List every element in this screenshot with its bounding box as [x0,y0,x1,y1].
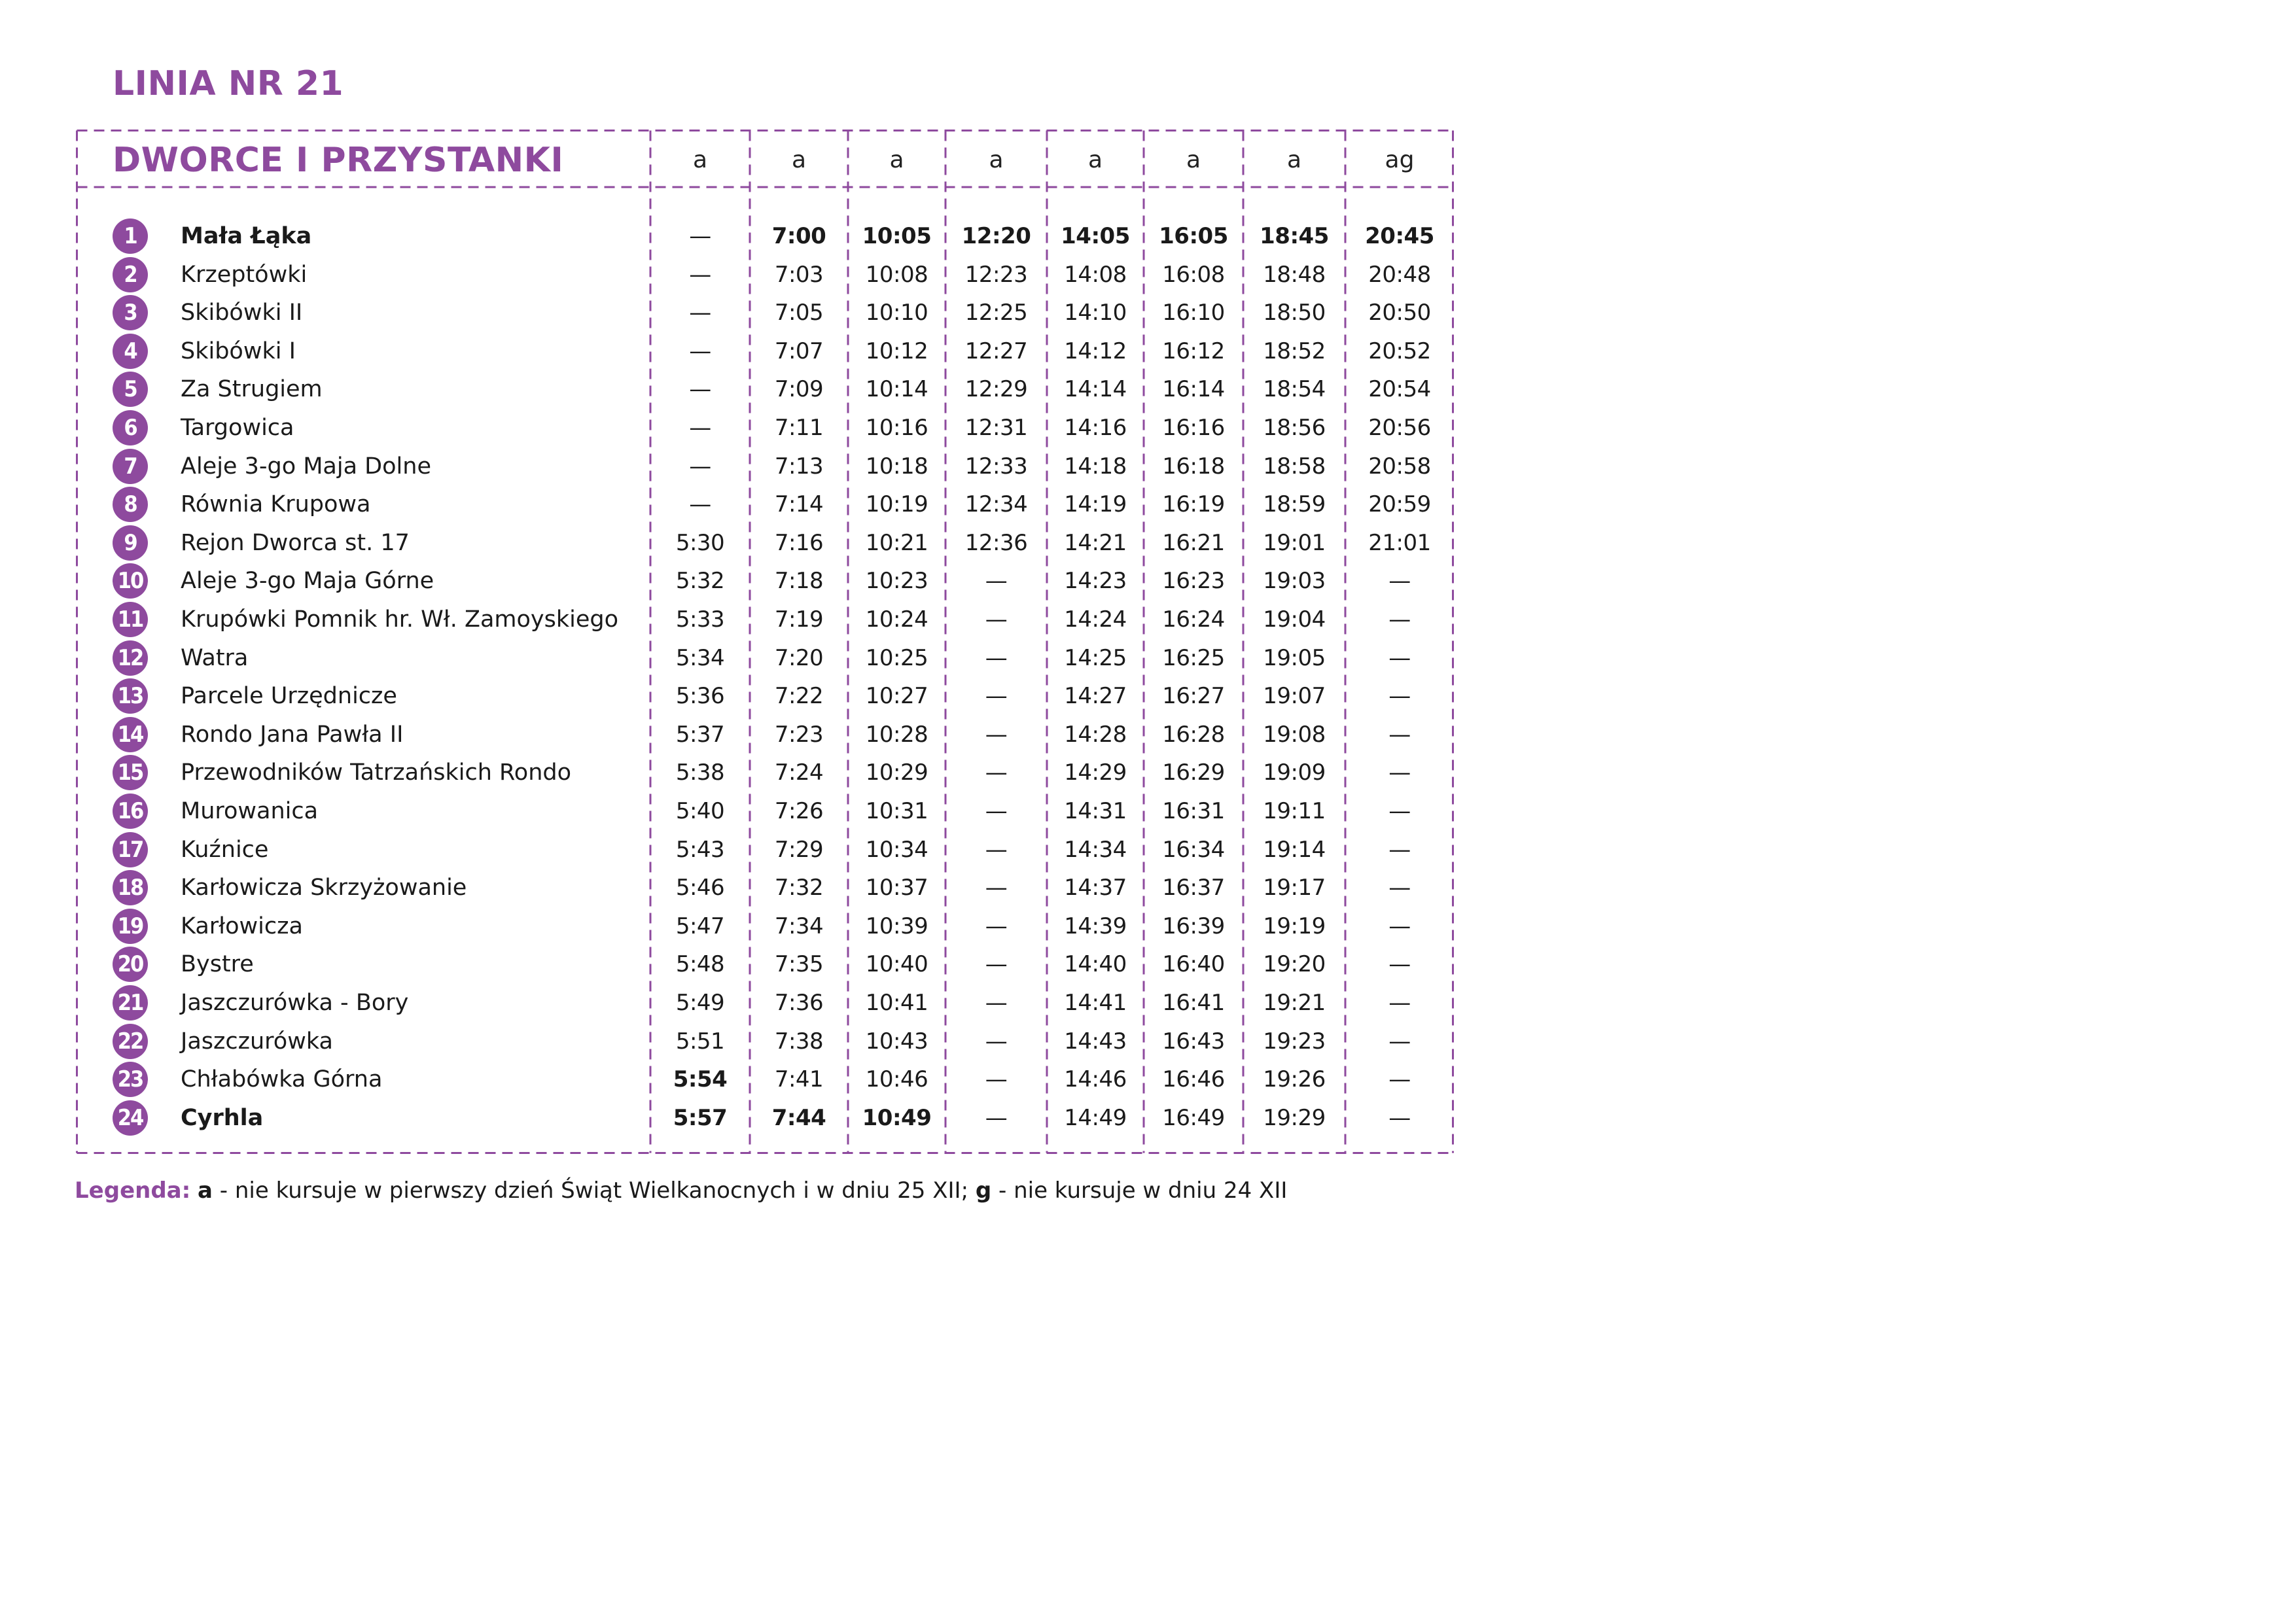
departure-time: 16:46 [1162,1066,1225,1093]
departure-time: — [985,1066,1008,1093]
departure-time: 12:36 [964,529,1028,556]
departure-time: 16:41 [1162,990,1225,1016]
departure-time: 14:37 [1064,875,1127,901]
departure-time: 16:31 [1162,798,1225,824]
departure-time: 10:23 [865,568,928,595]
departure-time: 20:45 [1365,223,1434,249]
departure-time: 19:03 [1263,568,1326,595]
departure-time: 12:25 [964,300,1028,326]
legend-text-a: - nie kursuje w pierwszy dzień Świąt Wielkanocnych i w dniu 25 XII; [212,1178,976,1204]
departure-time: 14:43 [1064,1028,1127,1055]
departure-time: — [985,1028,1008,1055]
departure-time: — [985,644,1008,671]
departure-time: — [1388,875,1411,901]
departure-time: 19:07 [1263,683,1326,710]
departure-time: 5:36 [675,683,725,710]
table-row [76,716,1454,754]
departure-time: 16:23 [1162,568,1225,595]
stop-name: Jaszczurówka - Bory [181,990,409,1016]
departure-time: 18:58 [1263,453,1326,480]
departure-time: 10:49 [862,1104,932,1131]
column-header: a [1087,147,1103,173]
departure-time: 14:08 [1064,261,1127,288]
departure-time: 19:23 [1263,1028,1326,1055]
departure-time: 5:34 [675,644,725,671]
stop-number-badge: 11 [113,602,148,637]
legend-key-a: a [198,1178,213,1204]
departure-time: — [985,990,1008,1016]
departure-time: 5:48 [675,951,725,978]
departure-time: 14:21 [1064,529,1127,556]
departure-time: 16:10 [1162,300,1225,326]
departure-time: 19:01 [1263,529,1326,556]
stop-number-badge: 22 [113,1024,148,1059]
table-row [76,639,1454,678]
departure-time: 12:27 [964,338,1028,364]
table-row [76,945,1454,984]
departure-time: 16:40 [1162,951,1225,978]
departure-time: — [985,836,1008,863]
departure-time: 5:57 [673,1104,728,1131]
departure-time: 16:39 [1162,913,1225,939]
table-row [76,754,1454,792]
stop-name: Rondo Jana Pawła II [181,721,404,748]
departure-time: 10:14 [865,376,928,403]
departure-time: 7:41 [774,1066,824,1093]
departure-time: — [1388,1066,1411,1093]
departure-time: 14:18 [1064,453,1127,480]
departure-time: 18:52 [1263,338,1326,364]
departure-time: 10:41 [865,990,928,1016]
stop-name: Jaszczurówka [181,1028,333,1055]
departure-time: — [985,913,1008,939]
stop-name: Targowica [181,415,294,441]
table-row [76,370,1454,409]
departure-time: 7:20 [774,644,824,671]
departure-time: 20:48 [1368,261,1431,288]
stop-number-badge: 19 [113,909,148,944]
departure-time: 5:51 [675,1028,725,1055]
table-row [76,332,1454,371]
departure-time: 5:33 [675,606,725,633]
departure-time: 16:21 [1162,529,1225,556]
departure-time: 21:01 [1368,529,1431,556]
stop-number-badge: 5 [113,372,148,407]
column-header: a [1186,147,1201,173]
departure-time: — [1388,1104,1411,1131]
departure-time: — [689,223,711,249]
departure-time: — [689,261,711,288]
stop-name: Równia Krupowa [181,491,371,518]
departure-time: — [985,568,1008,595]
departure-time: 20:54 [1368,376,1431,403]
departure-time: — [985,721,1008,748]
departure-time: — [1388,606,1411,633]
departure-time: 19:14 [1263,836,1326,863]
departure-time: 19:08 [1263,721,1326,748]
departure-time: 14:28 [1064,721,1127,748]
departure-time: 7:07 [774,338,824,364]
table-row [76,256,1454,294]
departure-time: — [985,875,1008,901]
departure-time: 19:26 [1263,1066,1326,1093]
departure-time: 14:14 [1064,376,1127,403]
departure-time: — [1388,990,1411,1016]
stop-name: Skibówki I [181,338,296,364]
departure-time: 10:19 [865,491,928,518]
departure-time: 20:52 [1368,338,1431,364]
departure-time: 7:00 [771,223,826,249]
stop-number-badge: 17 [113,832,148,867]
departure-time: 19:05 [1263,644,1326,671]
departure-time: 10:05 [862,223,932,249]
departure-time: 7:03 [774,261,824,288]
departure-time: — [1388,798,1411,824]
departure-time: — [985,951,1008,978]
departure-time: — [985,683,1008,710]
stop-name: Rejon Dworca st. 17 [181,529,410,556]
departure-time: 10:37 [865,875,928,901]
departure-time: 10:08 [865,261,928,288]
stop-number-badge: 4 [113,334,148,369]
departure-time: 14:39 [1064,913,1127,939]
departure-time: 5:46 [675,875,725,901]
stop-name: Za Strugiem [181,376,323,403]
departure-time: 19:04 [1263,606,1326,633]
stop-name: Bystre [181,951,254,978]
departure-time: 19:21 [1263,990,1326,1016]
legend-key-g: g [975,1178,992,1204]
departure-time: 7:22 [774,683,824,710]
stop-name: Watra [181,644,249,671]
column-header: a [1286,147,1302,173]
departure-time: 14:27 [1064,683,1127,710]
table-row [76,294,1454,332]
departure-time: 5:40 [675,798,725,824]
departure-time: — [689,453,711,480]
table-row [76,1099,1454,1138]
legend [75,1178,1287,1204]
departure-time: 10:25 [865,644,928,671]
stop-name: Krzeptówki [181,261,308,288]
departure-time: 14:31 [1064,798,1127,824]
stop-number-badge: 12 [113,640,148,676]
stop-name: Cyrhla [181,1104,264,1131]
departure-time: 14:05 [1061,223,1130,249]
stop-name: Aleje 3-go Maja Dolne [181,453,431,480]
departure-time: 7:09 [774,376,824,403]
departure-time: 10:24 [865,606,928,633]
column-header: ag [1385,147,1415,173]
departure-time: 7:05 [774,300,824,326]
stop-number-badge: 10 [113,563,148,599]
departure-time: — [985,1104,1008,1131]
departure-time: — [689,491,711,518]
departure-time: 19:17 [1263,875,1326,901]
departure-time: 20:56 [1368,415,1431,441]
stops-header: DWORCE I PRZYSTANKI [113,141,564,180]
stop-name: Parcele Urzędnicze [181,683,397,710]
stop-name: Przewodników Tatrzańskich Rondo [181,759,572,786]
table-row [76,677,1454,716]
departure-time: 7:29 [774,836,824,863]
departure-time: 16:08 [1162,261,1225,288]
departure-time: 14:19 [1064,491,1127,518]
departure-time: 5:38 [675,759,725,786]
departure-time: 16:27 [1162,683,1225,710]
departure-time: 16:37 [1162,875,1225,901]
departure-time: 7:18 [774,568,824,595]
stop-number-badge: 20 [113,947,148,982]
table-row [76,1060,1454,1099]
departure-time: 10:46 [865,1066,928,1093]
table-row [76,409,1454,447]
stop-number-badge: 14 [113,717,148,752]
stop-name: Murowanica [181,798,319,824]
departure-time: — [689,338,711,364]
departure-time: 16:25 [1162,644,1225,671]
stop-number-badge: 2 [113,257,148,292]
departure-time: 14:40 [1064,951,1127,978]
departure-time: — [1388,951,1411,978]
stop-number-badge: 6 [113,410,148,445]
table-row [76,831,1454,869]
departure-time: 16:34 [1162,836,1225,863]
stop-name: Karłowicza Skrzyżowanie [181,875,467,901]
departure-time: 18:48 [1263,261,1326,288]
departure-time: 16:19 [1162,491,1225,518]
departure-time: — [1388,1028,1411,1055]
stop-name: Mała Łąka [181,223,312,249]
departure-time: 18:45 [1260,223,1329,249]
departure-time: 18:50 [1263,300,1326,326]
departure-time: 7:36 [774,990,824,1016]
departure-time: 10:21 [865,529,928,556]
departure-time: 14:23 [1064,568,1127,595]
departure-time: — [985,759,1008,786]
departure-time: 18:56 [1263,415,1326,441]
stop-number-badge: 21 [113,985,148,1021]
departure-time: 16:28 [1162,721,1225,748]
table-row [76,1022,1454,1061]
stop-number-badge: 9 [113,525,148,561]
departure-time: 16:18 [1162,453,1225,480]
departure-time: 16:12 [1162,338,1225,364]
departure-time: 12:29 [964,376,1028,403]
legend-lead: Legenda: [75,1178,191,1204]
departure-time: 10:31 [865,798,928,824]
column-header: a [692,147,708,173]
departure-time: 7:19 [774,606,824,633]
timetable [76,130,1454,1154]
departure-time: 18:54 [1263,376,1326,403]
departure-time: 10:12 [865,338,928,364]
departure-time: 19:20 [1263,951,1326,978]
table-row [76,601,1454,639]
departure-time: — [985,606,1008,633]
table-row [76,524,1454,563]
departure-time: 10:29 [865,759,928,786]
stop-number-badge: 23 [113,1062,148,1097]
stop-name: Krupówki Pomnik hr. Wł. Zamoyskiego [181,606,619,633]
column-header: a [791,147,807,173]
departure-time: 7:11 [774,415,824,441]
stop-name: Aleje 3-go Maja Górne [181,568,434,595]
table-row [76,562,1454,601]
stop-number-badge: 7 [113,449,148,484]
departure-time: 10:10 [865,300,928,326]
departure-time: — [1388,759,1411,786]
stop-number-badge: 8 [113,487,148,522]
departure-time: 7:26 [774,798,824,824]
departure-time: 7:16 [774,529,824,556]
stop-number-badge: 24 [113,1100,148,1136]
table-row [76,447,1454,486]
departure-time: 12:20 [961,223,1031,249]
departure-time: 12:23 [964,261,1028,288]
departure-time: 19:11 [1263,798,1326,824]
departure-time: 10:27 [865,683,928,710]
departure-time: 12:34 [964,491,1028,518]
departure-time: 10:39 [865,913,928,939]
departure-time: 7:34 [774,913,824,939]
departure-time: 5:43 [675,836,725,863]
departure-time: 16:24 [1162,606,1225,633]
departure-time: 20:50 [1368,300,1431,326]
departure-time: 7:24 [774,759,824,786]
departure-time: 7:14 [774,491,824,518]
departure-time: 10:40 [865,951,928,978]
departure-time: 18:59 [1263,491,1326,518]
stop-number-badge: 1 [113,218,148,254]
departure-time: 14:34 [1064,836,1127,863]
departure-time: 5:49 [675,990,725,1016]
departure-time: 7:38 [774,1028,824,1055]
page-title: LINIA NR 21 [113,64,344,103]
table-row [76,485,1454,524]
table-row [76,907,1454,946]
table-row [76,984,1454,1022]
departure-time: 10:28 [865,721,928,748]
departure-time: 5:47 [675,913,725,939]
departure-time: — [1388,836,1411,863]
departure-time: 5:37 [675,721,725,748]
table-row [76,869,1454,907]
departure-time: 14:24 [1064,606,1127,633]
departure-time: — [985,798,1008,824]
departure-time: 19:19 [1263,913,1326,939]
departure-time: 20:59 [1368,491,1431,518]
departure-time: 14:12 [1064,338,1127,364]
stop-name: Skibówki II [181,300,303,326]
departure-time: 19:09 [1263,759,1326,786]
stop-name: Kuźnice [181,836,269,863]
legend-text-g: - nie kursuje w dniu 24 XII [991,1178,1288,1204]
departure-time: 7:32 [774,875,824,901]
departure-time: 7:44 [771,1104,826,1131]
departure-time: 16:05 [1159,223,1228,249]
departure-time: 20:58 [1368,453,1431,480]
departure-time: 10:43 [865,1028,928,1055]
departure-time: 16:14 [1162,376,1225,403]
stop-number-badge: 16 [113,794,148,829]
column-header: a [889,147,904,173]
departure-time: 10:18 [865,453,928,480]
departure-time: 12:31 [964,415,1028,441]
departure-time: — [689,415,711,441]
departure-time: 14:16 [1064,415,1127,441]
column-header: a [989,147,1004,173]
departure-time: — [1388,913,1411,939]
departure-time: 14:46 [1064,1066,1127,1093]
departure-time: — [689,300,711,326]
departure-time: 5:32 [675,568,725,595]
table-row [76,217,1454,256]
departure-time: — [689,376,711,403]
departure-time: 14:49 [1064,1104,1127,1131]
departure-time: 19:29 [1263,1104,1326,1131]
stop-name: Chłabówka Górna [181,1066,383,1093]
departure-time: — [1388,644,1411,671]
departure-time: — [1388,683,1411,710]
stop-number-badge: 15 [113,755,148,790]
stop-name: Karłowicza [181,913,303,939]
departure-time: 16:16 [1162,415,1225,441]
departure-time: 7:13 [774,453,824,480]
departure-time: 14:41 [1064,990,1127,1016]
departure-time: 7:23 [774,721,824,748]
departure-time: 10:34 [865,836,928,863]
departure-time: — [1388,568,1411,595]
departure-time: 5:54 [673,1066,728,1093]
departure-time: 12:33 [964,453,1028,480]
stop-number-badge: 3 [113,295,148,330]
departure-time: 5:30 [675,529,725,556]
departure-time: 10:16 [865,415,928,441]
departure-time: 14:29 [1064,759,1127,786]
departure-time: 16:29 [1162,759,1225,786]
stop-number-badge: 13 [113,678,148,714]
departure-time: 14:25 [1064,644,1127,671]
table-row [76,792,1454,831]
stop-number-badge: 18 [113,870,148,905]
departure-time: 16:43 [1162,1028,1225,1055]
departure-time: 14:10 [1064,300,1127,326]
departure-time: — [1388,721,1411,748]
departure-time: 16:49 [1162,1104,1225,1131]
departure-time: 7:35 [774,951,824,978]
